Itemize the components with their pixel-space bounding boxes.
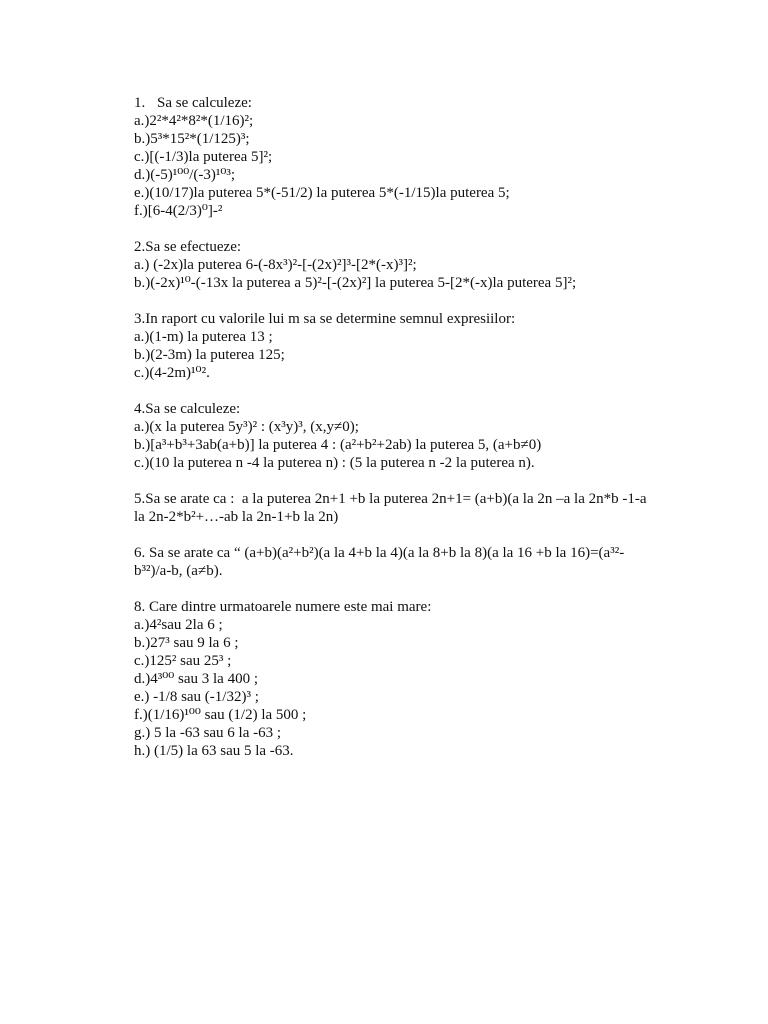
exercise-item: a.)(x la puterea 5y³)² : (x³y)³, (x,y≠0); bbox=[134, 419, 359, 435]
exercise-item: c.)(4-2m)¹⁰². bbox=[134, 365, 210, 381]
exercise-statement-line: 5.Sa se arate ca : a la puterea 2n+1 +b la puterea 2n+1= (a+b)(a la 2n –a la 2n*b -1-a bbox=[134, 491, 647, 507]
exercise-item: a.)4²sau 2la 6 ; bbox=[134, 617, 223, 633]
exercise-5 bbox=[134, 490, 754, 526]
exercise-heading: 2.Sa se efectueze: bbox=[134, 239, 242, 255]
exercise-item: f.)[6-4(2/3)⁰]-² bbox=[134, 203, 223, 219]
exercise-heading: 3.In raport cu valorile lui m sa se determine semnul expresiilor: bbox=[134, 311, 516, 327]
exercise-4 bbox=[134, 400, 754, 472]
exercise-item: e.)(10/17)la puterea 5*(-51/2) la puterea 5*(-1/15)la puterea 5; bbox=[134, 185, 510, 201]
exercise-number: 1. bbox=[134, 95, 146, 111]
exercise-heading bbox=[134, 94, 754, 112]
exercise-item: c.)125² sau 25³ ; bbox=[134, 653, 232, 669]
exercise-item: c.)[(-1/3)la puterea 5]²; bbox=[134, 149, 273, 165]
exercise-item: b.)[a³+b³+3ab(a+b)] la puterea 4 : (a²+b²+2ab) la puterea 5, (a+b≠0) bbox=[134, 437, 542, 453]
exercise-heading: 8. Care dintre urmatoarele numere este mai mare: bbox=[134, 599, 432, 615]
exercise-item: b.)(2-3m) la puterea 125; bbox=[134, 347, 285, 363]
exercise-6 bbox=[134, 544, 754, 580]
exercise-heading: 4.Sa se calculeze: bbox=[134, 401, 241, 417]
exercise-item: b.)5³*15²*(1/125)³; bbox=[134, 131, 250, 147]
exercise-item: f.)(1/16)¹⁰⁰ sau (1/2) la 500 ; bbox=[134, 707, 307, 723]
exercise-item: b.)(-2x)¹⁰-(-13x la puterea a 5)²-[-(2x)²] la puterea 5-[2*(-x)la puterea 5]²; bbox=[134, 275, 577, 291]
exercise-item: c.)(10 la puterea n -4 la puterea n) : (5 la puterea n -2 la puterea n). bbox=[134, 455, 535, 471]
exercise-item: d.)4³⁰⁰ sau 3 la 400 ; bbox=[134, 671, 259, 687]
exercise-3 bbox=[134, 310, 754, 382]
exercise-item: d.)(-5)¹⁰⁰/(-3)¹⁰³; bbox=[134, 167, 236, 183]
exercise-item: a.)(1-m) la puterea 13 ; bbox=[134, 329, 273, 345]
exercise-1 bbox=[134, 94, 754, 220]
exercise-statement-line: la 2n-2*b²+…-ab la 2n-1+b la 2n) bbox=[134, 509, 339, 525]
exercise-item: b.)27³ sau 9 la 6 ; bbox=[134, 635, 239, 651]
document-page bbox=[134, 94, 754, 778]
exercise-8 bbox=[134, 598, 754, 760]
exercise-2 bbox=[134, 238, 754, 292]
exercise-item: g.) 5 la -63 sau 6 la -63 ; bbox=[134, 725, 282, 741]
exercise-item: a.)2²*4²*8²*(1/16)²; bbox=[134, 113, 254, 129]
exercise-item: e.) -1/8 sau (-1/32)³ ; bbox=[134, 689, 259, 705]
exercise-item: h.) (1/5) la 63 sau 5 la -63. bbox=[134, 743, 294, 759]
exercise-statement-line: b³²)/a-b, (a≠b). bbox=[134, 563, 223, 579]
exercise-statement-line: 6. Sa se arate ca “ (a+b)(a²+b²)(a la 4+b la 4)(a la 8+b la 8)(a la 16 +b la 16)=(a³²- bbox=[134, 545, 625, 561]
exercise-title: Sa se calculeze: bbox=[157, 95, 252, 111]
exercise-item: a.) (-2x)la puterea 6-(-8x³)²-[-(2x)²]³-[2*(-x)³]²; bbox=[134, 257, 417, 273]
